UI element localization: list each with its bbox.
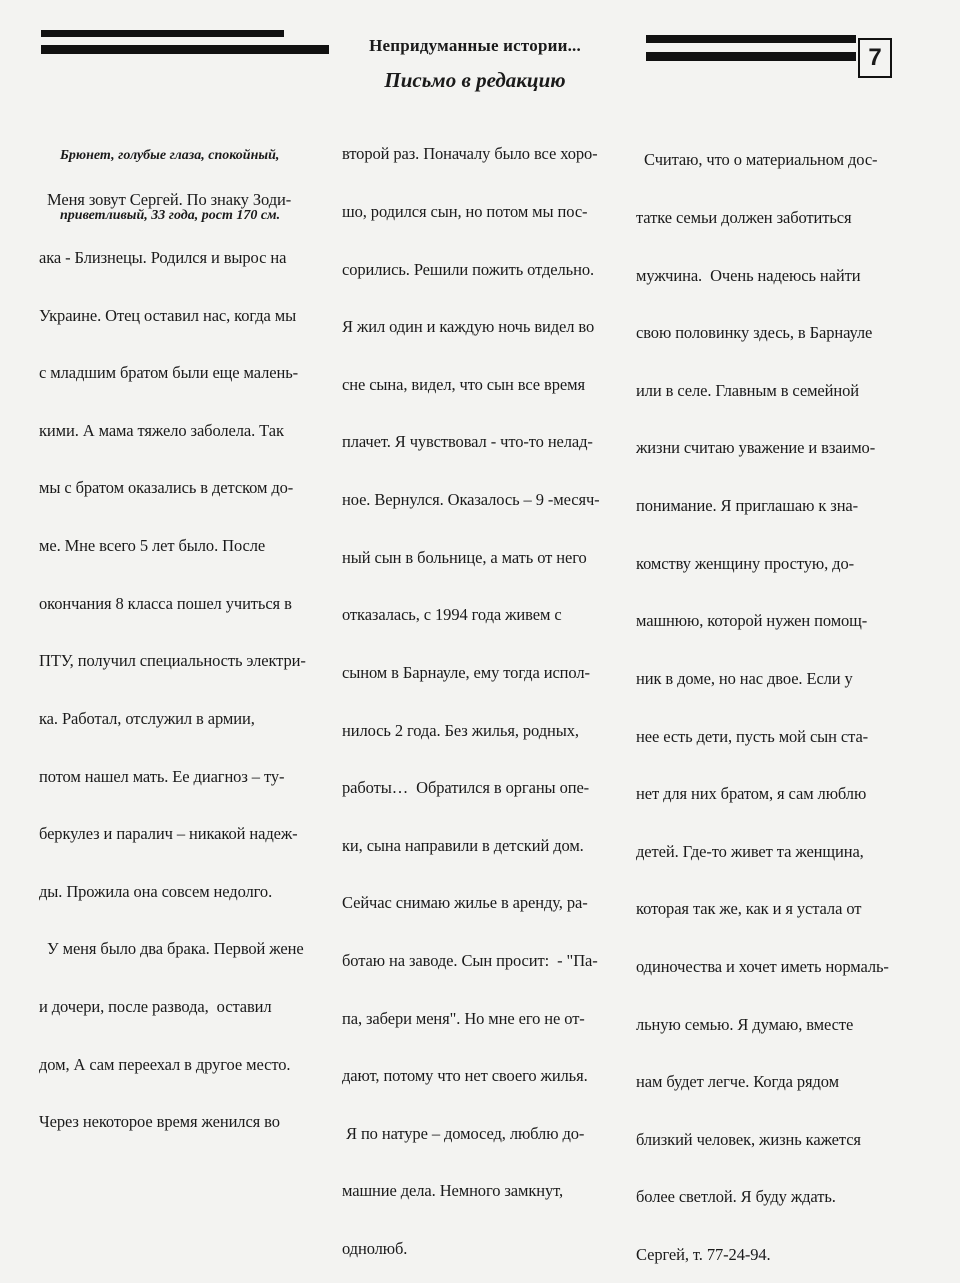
text-line: или в селе. Главным в семейной: [636, 380, 859, 400]
text-line: Я жил один и каждую ночь видел во: [342, 317, 595, 337]
text-line: ный сын в больнице, а мать от него: [342, 547, 587, 567]
text-line: однолюб.: [342, 1238, 408, 1258]
text-line: понимание. Я приглашаю к зна-: [636, 496, 859, 516]
text-line: Через некоторое время женился во: [39, 1112, 280, 1132]
text-line: ное. Вернулся. Оказалось – 9 -месяч-: [342, 490, 600, 510]
text-line: льную семью. Я думаю, вместе: [636, 1014, 854, 1034]
text-line: плачет. Я чувствовал - что-то нелад-: [342, 432, 593, 452]
text-line: беркулез и паралич – никакой надеж-: [39, 824, 298, 844]
text-line: потом нашел мать. Ее диагноз – ту-: [39, 766, 285, 786]
text-line: которая так же, как и я устала от: [636, 899, 862, 919]
lead-line: приветливый, 33 года, рост 170 см.: [60, 208, 281, 223]
text-line: дом, А сам переехал в другое место.: [39, 1054, 291, 1074]
text-line: татке семьи должен заботиться: [636, 208, 852, 228]
text-line: с младшим братом были еще малень-: [39, 363, 299, 383]
text-line: детей. Где-то живет та женщина,: [636, 841, 864, 861]
header-bar-left-bottom: [41, 45, 329, 54]
text-line: Меня зовут Сергей. По знаку Зоди-: [47, 190, 292, 210]
page-number: 7: [858, 38, 892, 78]
text-line: Сергей, т. 77-24-94.: [636, 1244, 771, 1264]
header-bar-left-top: [41, 30, 284, 37]
text-line: машние дела. Немного замкнут,: [342, 1181, 564, 1201]
text-line: шо, родился сын, но потом мы пос-: [342, 202, 588, 222]
text-line: мы с братом оказались в детском до-: [39, 478, 294, 498]
text-line: близкий человек, жизнь кажется: [636, 1129, 861, 1149]
text-column-3: [636, 112, 889, 1283]
text-line: ПТУ, получил специальность электри-: [39, 651, 306, 671]
text-line: нилось 2 года. Без жилья, родных,: [342, 720, 579, 740]
text-line: кими. А мама тяжело заболела. Так: [39, 420, 284, 440]
text-line: свою половинку здесь, в Барнауле: [636, 323, 873, 343]
text-line: па, забери меня". Но мне его не от-: [342, 1008, 585, 1028]
text-line: Считаю, что о материальном дос-: [644, 150, 878, 170]
text-line: машнюю, которой нужен помощ-: [636, 611, 868, 631]
text-line: отказалась, с 1994 года живем с: [342, 605, 562, 625]
text-line: Украине. Отец оставил нас, когда мы: [39, 305, 297, 325]
text-line: сне сына, видел, что сын все время: [342, 374, 585, 394]
text-line: более светлой. Я буду ждать.: [636, 1187, 836, 1207]
lead-line: Брюнет, голубые глаза, спокойный,: [60, 148, 280, 163]
text-line: ака - Близнецы. Родился и вырос на: [39, 248, 287, 268]
text-line: ник в доме, но нас двое. Если у: [636, 668, 853, 688]
text-line: сыном в Барнауле, ему тогда испол-: [342, 662, 590, 682]
text-line: нет для них братом, я сам люблю: [636, 784, 867, 804]
text-line: ки, сына направили в детский дом.: [342, 835, 584, 855]
text-line: дают, потому что нет своего жилья.: [342, 1066, 588, 1086]
text-line: У меня было два брака. Первой жене: [47, 939, 304, 959]
rubric-title: Непридуманные истории...: [369, 36, 581, 55]
text-line: ка. Работал, отслужил в армии,: [39, 708, 255, 728]
text-line: Сейчас снимаю жилье в аренду, ра-: [342, 893, 588, 913]
text-line: одиночества и хочет иметь нормаль-: [636, 956, 889, 976]
text-line: нее есть дети, пусть мой сын ста-: [636, 726, 869, 746]
section-title: Письмо в редакцию: [384, 68, 566, 92]
text-line: жизни считаю уважение и взаимо-: [636, 438, 876, 458]
text-line: комству женщину простую, до-: [636, 553, 854, 573]
text-column-1: [39, 152, 306, 1151]
text-line: сорились. Решили пожить отдельно.: [342, 259, 594, 279]
text-column-2: [342, 106, 600, 1277]
text-line: мужчина. Очень надеюсь найти: [636, 265, 861, 285]
text-line: окончания 8 класса пошел учиться в: [39, 593, 292, 613]
text-line: ботаю на заводе. Сын просит: - "Па-: [342, 950, 598, 970]
header-bar-right-bottom: [646, 52, 856, 61]
text-line: второй раз. Поначалу было все хоро-: [342, 144, 598, 164]
text-line: Я по натуре – домосед, люблю до-: [342, 1123, 585, 1143]
text-line: ды. Прожила она совсем недолго.: [39, 881, 273, 901]
header-bar-right-top: [646, 35, 856, 43]
text-line: и дочери, после развода, оставил: [39, 996, 272, 1016]
text-line: работы… Обратился в органы опе-: [342, 778, 590, 798]
text-line: нам будет легче. Когда рядом: [636, 1072, 839, 1092]
text-line: ме. Мне всего 5 лет было. После: [39, 536, 266, 556]
